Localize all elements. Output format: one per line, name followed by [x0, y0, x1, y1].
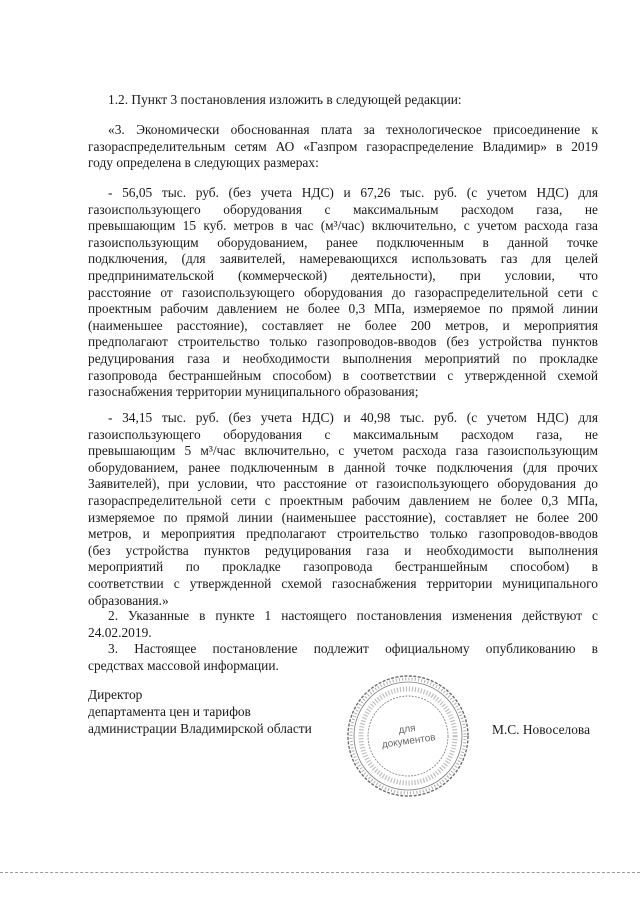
- paragraph-effective-date: [88, 608, 598, 641]
- svg-text:документов: документов: [381, 732, 437, 751]
- item1-line: предполагают строительство только газопроводов-вводов (без устройства пунктов: [88, 334, 598, 350]
- para3-line: 3. Настоящее постановление подлежит официальному опубликованию в: [108, 641, 598, 656]
- item1-line: редуцирования газа и необходимости выполнения мероприятий по прокладке: [88, 350, 598, 366]
- item1-line: подключения, (для заявителей, намеревающихся использовать газ для целей: [88, 251, 598, 267]
- item1-line: газоиспользующим оборудованием, ранее подключенным в данной точке: [88, 234, 598, 250]
- item2-line: измеряемое по прямой линии (наименьшее расстояние), составляет не более 200: [88, 509, 598, 525]
- para3-line: средствах массовой информации.: [88, 657, 279, 673]
- signature-title-line: администрации Владимирской области: [88, 721, 312, 736]
- signature-title-line: Директор: [88, 687, 143, 702]
- item2-line: образования.»: [88, 592, 169, 608]
- item1-line: (наименьшее расстояние), составляет не более 200 метров, и мероприятия: [88, 317, 598, 333]
- quote-line: газораспределительным сетям АО «Газпром газораспределение Владимир» в 2019: [88, 138, 598, 154]
- item1-line: - 56,05 тыс. руб. (без учета НДС) и 67,26 тыс. руб. (с учетом НДС) для: [108, 185, 598, 200]
- item2-line: метров, и мероприятия предполагают строительство только газопроводов-вводов: [88, 526, 598, 542]
- signatory-name: М.С. Новоселова: [492, 722, 591, 737]
- item2-line: соответствии с утвержденной схемой газоснабжения территории муниципального: [88, 575, 598, 591]
- item2-line: превышающим 5 м³/час включительно, с учетом расхода газа газоиспользующим: [88, 443, 598, 459]
- item1-line: проектным рабочим давлением не более 0,3 МПа, измеряемое по прямой линии: [88, 301, 598, 317]
- paragraph-item2: [88, 410, 598, 609]
- svg-text:для: для: [397, 722, 417, 737]
- paragraph-item1: [88, 185, 598, 401]
- item1-line: расстояние от газоиспользующего оборудования до газораспределительной сети с: [88, 284, 598, 300]
- item1-line: газоиспользующего оборудования с максимальным расходом газа, не: [88, 201, 598, 217]
- paragraph-intro: [108, 92, 598, 109]
- item1-line: газоснабжения территории муниципального образования;: [88, 384, 419, 400]
- item2-line: газоиспользующего оборудования с максимальным расходом газа, не: [88, 426, 598, 442]
- quote-line: году определена в следующих размерах:: [88, 155, 319, 171]
- quote-line: «3. Экономически обоснованная плата за технологическое присоединение к: [108, 122, 598, 137]
- official-stamp: [344, 672, 472, 800]
- item1-line: превышающим 15 куб. метров в час (м³/час) включительно, с учетом расхода газа: [88, 218, 598, 234]
- item2-line: мероприятий по прокладке газопровода бестраншейным способом) в: [88, 559, 598, 575]
- item1-line: газопровода бестраншейным способом) в соответствии с утвержденной схемой: [88, 367, 598, 383]
- para2-line: 2. Указанные в пункте 1 настоящего постановления изменения действуют с: [108, 608, 598, 623]
- page-bottom-rule: [0, 872, 640, 873]
- intro-line: 1.2. Пункт 3 постановления изложить в следующей редакции:: [108, 92, 462, 107]
- para2-line: 24.02.2019.: [88, 624, 152, 640]
- stamp-seal-icon: [344, 672, 472, 800]
- paragraph-publication: [88, 641, 598, 674]
- signature-title-block: [88, 686, 312, 737]
- item2-line: оборудованием, ранее подключенным в данной точке подключения (для прочих: [88, 459, 598, 475]
- item2-line: газораспределительной сети с проектным рабочим давлением не более 0,3 МПа,: [88, 492, 598, 508]
- item2-line: - 34,15 тыс. руб. (без учета НДС) и 40,98 тыс. руб. (с учетом НДС) для: [108, 410, 598, 425]
- signature-title-line: департамента цен и тарифов: [88, 704, 251, 719]
- paragraph-quote: [88, 122, 598, 172]
- item2-line: (без устройства пунктов редуцирования газа и необходимости выполнения: [88, 542, 598, 558]
- item1-line: предпринимательской (коммерческой) деятельности), при условии, что: [88, 267, 598, 283]
- item2-line: Заявителей), при условии, что расстояние от газоиспользующего оборудования до: [88, 476, 598, 492]
